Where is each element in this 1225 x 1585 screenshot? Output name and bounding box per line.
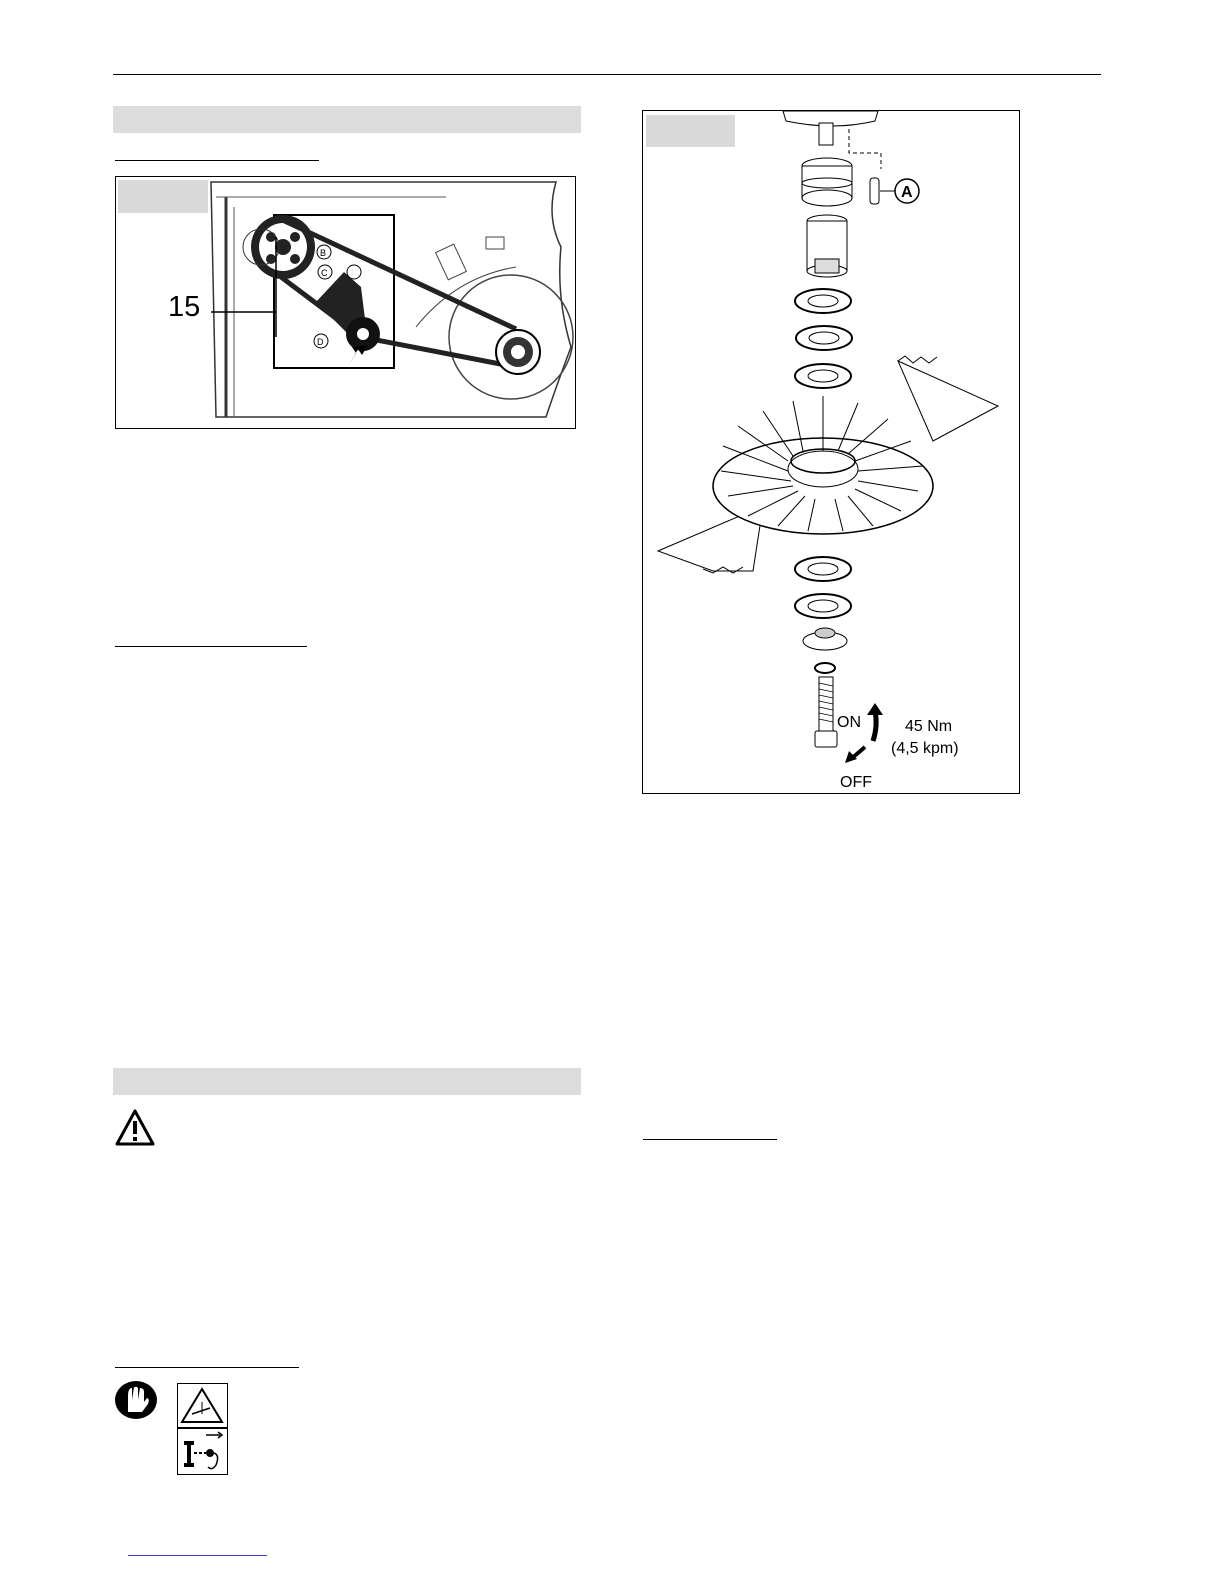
blade-exploded-drawing (643, 111, 1019, 793)
rotating-blade-hazard-icon (177, 1383, 228, 1428)
footer-link-underline[interactable] (128, 1555, 267, 1556)
header-rule (113, 74, 1101, 75)
pulley-letter-b: B (320, 248, 327, 258)
section-heading-bar (113, 106, 581, 133)
warning-triangle-icon (114, 1108, 156, 1148)
on-label: ON (837, 714, 861, 731)
disconnect-spark-plug-icon (177, 1428, 228, 1475)
torque-kpm: (4,5 kpm) (891, 740, 959, 757)
callout-label-15: 15 (168, 291, 201, 323)
label-a: A (901, 184, 913, 201)
torque-nm: 45 Nm (905, 718, 953, 735)
blade-assembly-figure (642, 110, 1020, 794)
subheading-underline-3 (115, 1367, 299, 1368)
subheading-underline-2 (115, 646, 307, 647)
pulley-letter-d: D (317, 337, 324, 347)
belt-drive-figure (115, 176, 576, 429)
protective-gloves-icon (114, 1380, 158, 1420)
subheading-underline-right (643, 1139, 777, 1140)
section-heading-bar-2 (113, 1068, 581, 1095)
subheading-underline (115, 160, 319, 161)
pulley-letter-c: C (321, 268, 328, 278)
off-label: OFF (840, 774, 872, 791)
pulley-letter-a: A (514, 348, 521, 358)
